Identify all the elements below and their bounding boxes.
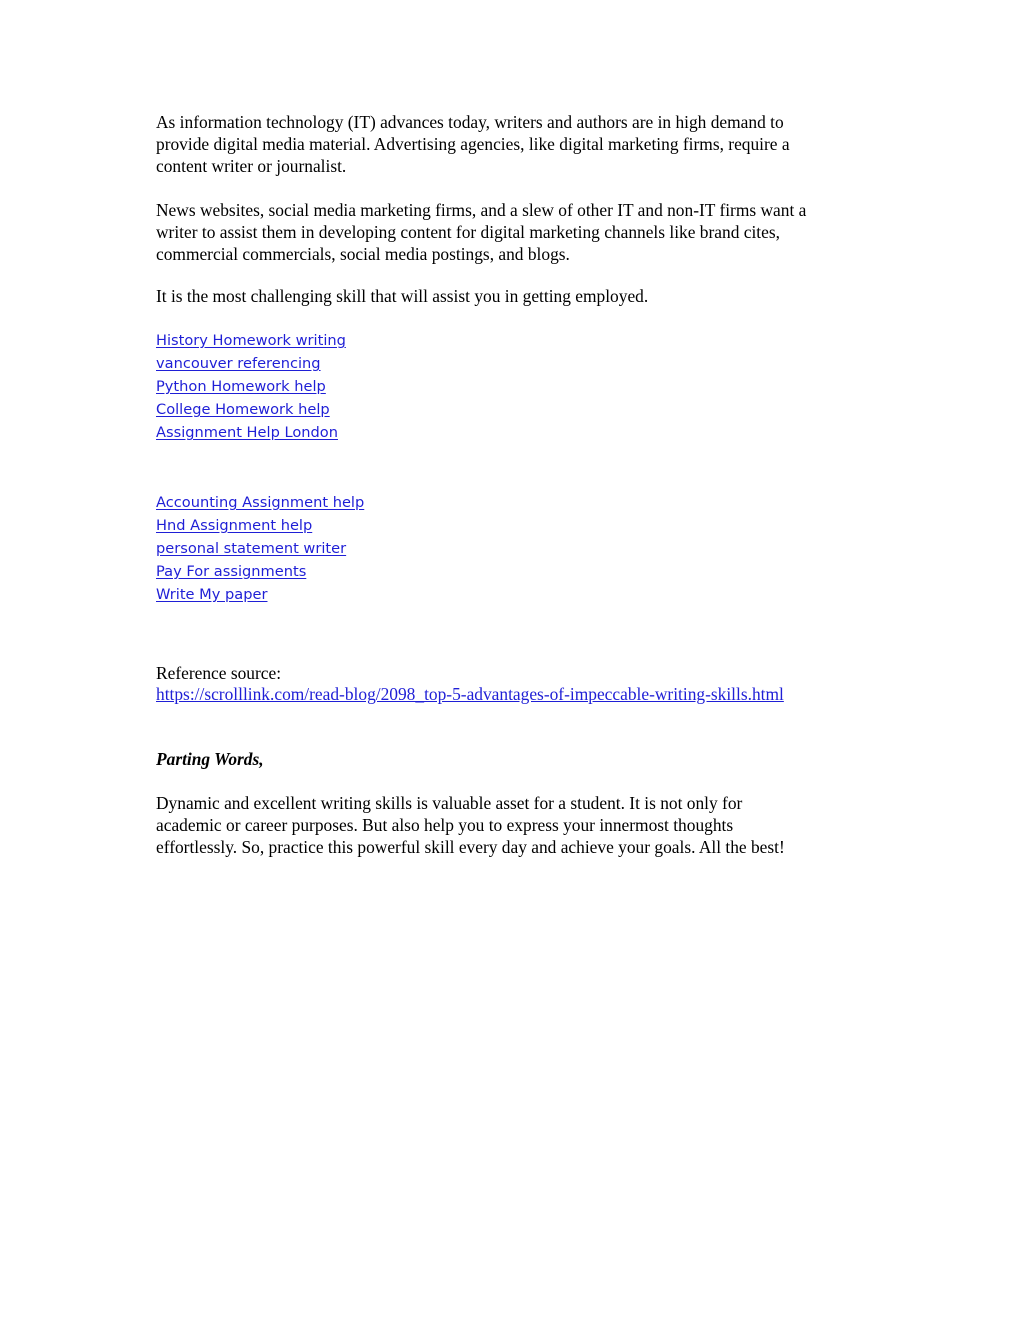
list-item [156,352,346,375]
link-write-my-paper[interactable]: Write My paper [156,586,268,603]
list-item [156,329,346,352]
list-item [156,514,364,537]
link-list-2 [156,491,364,606]
list-item [156,537,364,560]
link-accounting-assignment-help[interactable]: Accounting Assignment help [156,494,365,511]
link-python-homework-help[interactable]: Python Homework help [156,378,326,395]
list-item [156,398,346,421]
intro-paragraph: As information technology (IT) advances today, writers and authors are in high demand to provide digital media material. Advertising agencies, like digital marketing firms, require a content writer or journalist. [156,112,790,176]
parting-words-heading: Parting Words, [156,749,264,769]
news-websites-paragraph: News websites, social media marketing firms, and a slew of other IT and non-IT firms want a writer to assist them in developing content for digital marketing channels like brand cites, commercial commercials, social media postings, and blogs. [156,200,807,264]
link-history-homework-writing[interactable]: History Homework writing [156,332,346,349]
list-item [156,421,346,444]
list-item [156,491,364,514]
challenging-skill-paragraph: It is the most challenging skill that will assist you in getting employed. [156,286,649,306]
link-list-1 [156,329,346,444]
list-item [156,560,364,583]
list-item [156,583,364,606]
link-college-homework-help[interactable]: College Homework help [156,401,330,418]
reference-source-label: Reference source: [156,663,282,683]
closing-paragraph: Dynamic and excellent writing skills is valuable asset for a student. It is not only for academic or career purposes. But also help you to express your innermost thoughts effortlessly. So, practice this powerful skill every day and achieve your goals. All the best! [156,793,785,857]
list-item [156,375,346,398]
reference-source-link[interactable]: https://scrolllink.com/read-blog/2098_top-5-advantages-of-impeccable-writing-skills.html [156,684,784,704]
link-pay-for-assignments[interactable]: Pay For assignments [156,563,307,580]
link-vancouver-referencing[interactable]: vancouver referencing [156,355,321,372]
link-assignment-help-london[interactable]: Assignment Help London [156,424,338,441]
link-hnd-assignment-help[interactable]: Hnd Assignment help [156,517,313,534]
link-personal-statement-writer[interactable]: personal statement writer [156,540,347,557]
